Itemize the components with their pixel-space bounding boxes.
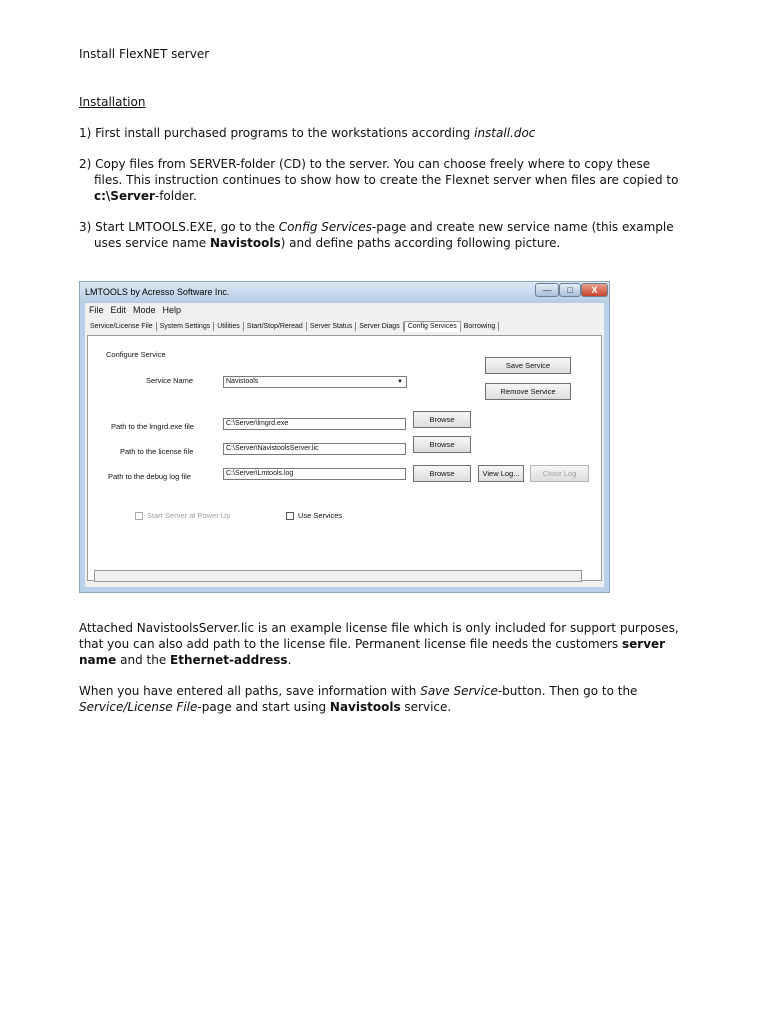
lmgrd-path-label: Path to the lmgrd.exe file <box>111 422 194 431</box>
tab-server-status[interactable]: Server Status <box>307 322 356 331</box>
para-2-line-2 <box>79 699 451 715</box>
para-1-line-1: Attached NavistoolsServer.lic is an example license file which is only included for support purposes, <box>79 621 679 635</box>
tab-strip <box>87 321 499 332</box>
menu-mode[interactable]: Mode <box>133 305 156 315</box>
window-titlebar[interactable] <box>80 282 609 303</box>
save-service-button[interactable]: Save Service <box>485 357 571 374</box>
navistools-bold: Navistools <box>329 700 401 714</box>
tab-config-services[interactable]: Config Services <box>404 321 461 332</box>
browse-license-button[interactable]: Browse <box>413 436 471 453</box>
service-name-label: Service Name <box>146 376 194 385</box>
browse-lmgrd-button[interactable]: Browse <box>413 411 471 428</box>
section-heading: Installation <box>79 95 146 109</box>
path-suffix: -folder. <box>154 189 197 203</box>
para-1-line-3b: and the <box>116 653 171 667</box>
step-1-text: 1) First install purchased programs to the workstations according <box>79 126 475 140</box>
menu-bar <box>85 305 184 315</box>
name-bold: name <box>79 653 117 667</box>
chevron-down-icon[interactable]: ▼ <box>397 379 403 385</box>
config-services-ref: Config Services <box>278 220 372 234</box>
license-path-input[interactable]: C:\Server\NavistoolsServer.lic <box>223 443 406 455</box>
use-services-label: Use Services <box>298 511 343 520</box>
para-1-line-2a: that you can also add path to the license file. Permanent license file needs the customers <box>79 637 622 651</box>
tab-service-license-file[interactable]: Service/License File <box>87 322 157 331</box>
step-3-f: ) and define paths according following picture. <box>280 236 561 250</box>
step-2-line-2: files. This instruction continues to show how to create the Flexnet server when files are copied to <box>94 173 679 187</box>
menu-help[interactable]: Help <box>162 305 182 315</box>
step-2-line-3 <box>79 188 197 204</box>
install-doc-ref: install.doc <box>474 126 536 140</box>
window-client <box>85 303 604 587</box>
tab-utilities[interactable]: Utilities <box>214 322 244 331</box>
step-3-d: uses service name <box>94 236 210 250</box>
path-folder: Server <box>110 189 155 203</box>
para-2-e: -page and start using <box>197 700 330 714</box>
minimize-icon[interactable]: — <box>535 283 559 297</box>
start-at-power-up-label: Start Server at Power Up <box>147 511 231 520</box>
step-3-c: -page and create new service name (this example <box>371 220 674 234</box>
service-name-value: Navistools <box>226 378 259 385</box>
license-path-label: Path to the license file <box>120 447 194 456</box>
path-drive: c:\ <box>94 189 111 203</box>
close-icon[interactable]: X <box>581 283 608 297</box>
service-name-combo[interactable] <box>223 376 407 388</box>
step-3-line-1 <box>79 219 674 235</box>
ethernet-address-bold: Ethernet-address <box>170 653 288 667</box>
para-2-g: service. <box>400 700 452 714</box>
config-services-panel <box>87 335 602 581</box>
document-title: Install FlexNET server <box>79 47 210 61</box>
server-bold: server <box>622 637 666 651</box>
menu-edit[interactable]: Edit <box>110 305 127 315</box>
save-service-ref: Save Service <box>420 684 498 698</box>
tab-borrowing[interactable]: Borrowing <box>461 322 500 331</box>
para-1-line-2 <box>79 636 665 652</box>
close-log-button[interactable]: Close Log <box>530 465 589 482</box>
step-1 <box>79 125 535 141</box>
para-1-line-3d: . <box>287 653 292 667</box>
start-at-power-up-checkbox[interactable] <box>135 512 143 520</box>
tab-system-settings[interactable]: System Settings <box>157 322 215 331</box>
browse-debug-log-button[interactable]: Browse <box>413 465 471 482</box>
window-title: LMTOOLS by Acresso Software Inc. <box>85 287 230 297</box>
service-license-file-ref: Service/License File <box>79 700 198 714</box>
configure-service-label: Configure Service <box>106 350 166 359</box>
para-2-a: When you have entered all paths, save information with <box>79 684 421 698</box>
service-name-ref: Navistools <box>209 236 281 250</box>
status-bar <box>94 570 582 582</box>
use-services-checkbox[interactable] <box>286 512 294 520</box>
para-2-line-1 <box>79 683 637 699</box>
tab-server-diags[interactable]: Server Diags <box>356 322 403 331</box>
lmtools-window <box>79 281 610 593</box>
para-1-line-3 <box>79 652 291 668</box>
step-2-line-1: 2) Copy files from SERVER-folder (CD) to the server. You can choose freely where to copy these <box>79 157 651 171</box>
menu-file[interactable]: File <box>89 305 104 315</box>
para-2-c: -button. Then go to the <box>497 684 638 698</box>
lmgrd-path-input[interactable]: C:\Server\lmgrd.exe <box>223 418 406 430</box>
debug-log-path-input[interactable]: C:\Server\Lmtools.log <box>223 468 406 480</box>
view-log-button[interactable]: View Log... <box>478 465 524 482</box>
remove-service-button[interactable]: Remove Service <box>485 383 571 400</box>
debug-log-path-label: Path to the debug log file <box>108 472 191 481</box>
tab-start-stop-reread[interactable]: Start/Stop/Reread <box>244 322 307 331</box>
step-3-line-2 <box>79 235 560 251</box>
step-3-a: 3) Start LMTOOLS.EXE, go to the <box>79 220 279 234</box>
maximize-icon[interactable]: □ <box>559 283 581 297</box>
